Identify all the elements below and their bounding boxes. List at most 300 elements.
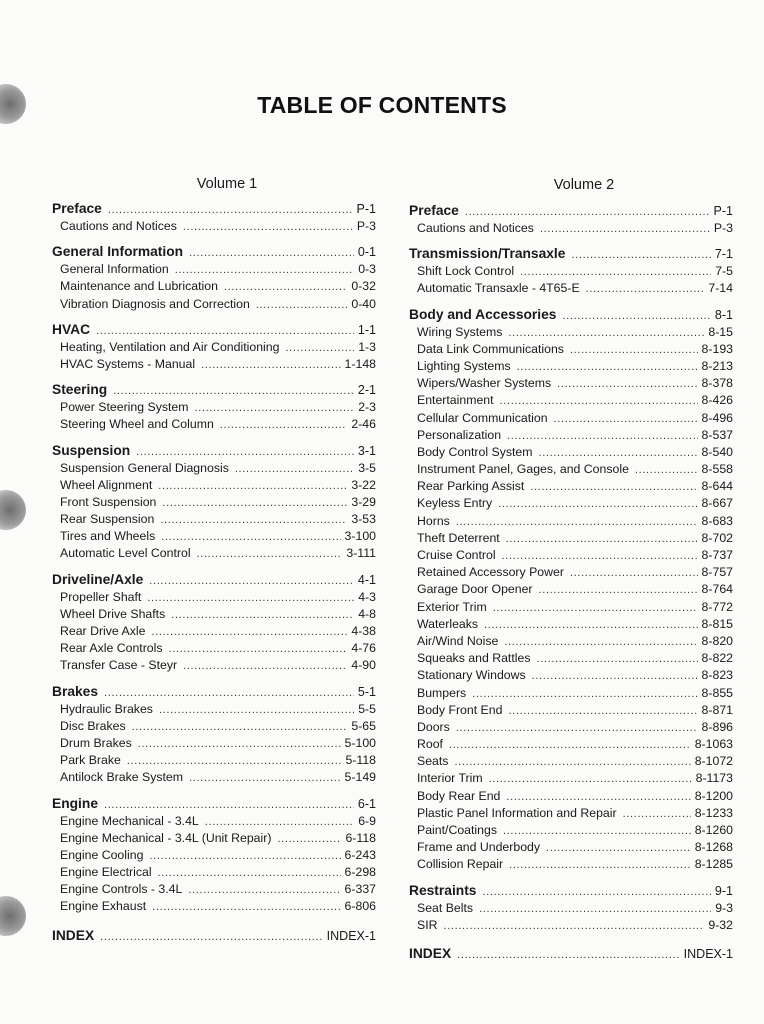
toc-entry[interactable]: [52, 494, 376, 511]
toc-entry[interactable]: [409, 461, 733, 478]
toc-entry-page: P-3: [356, 219, 376, 233]
toc-entry-page: 8-823: [701, 668, 733, 683]
dot-leader: [472, 686, 697, 703]
toc-entry-label: Rear Suspension: [60, 512, 155, 527]
toc-entry-label: Transfer Case - Steyr: [60, 658, 178, 673]
toc-entry[interactable]: [409, 341, 733, 358]
toc-entry-label: Driveline/Axle: [52, 571, 144, 587]
toc-entry-page: 8-1173: [695, 771, 733, 786]
toc-entry[interactable]: [52, 511, 376, 528]
toc-entry[interactable]: [409, 478, 733, 495]
toc-entry[interactable]: [52, 701, 376, 718]
toc-entry-page: 4-8: [358, 606, 376, 621]
toc-section-heading[interactable]: [52, 682, 376, 701]
dot-leader: [100, 928, 323, 947]
toc-entry-page: 6-118: [345, 830, 376, 845]
toc-entry-page: 8-15: [708, 324, 733, 339]
toc-entry-page: 9-3: [715, 900, 733, 915]
toc-section-suspension: [52, 441, 376, 563]
toc-section-preface: [52, 199, 376, 235]
toc-section-restraints: [409, 881, 733, 934]
toc-entry-page: 3-22: [351, 477, 376, 492]
toc-entry-label: Frame and Underbody: [417, 840, 541, 855]
toc-entry-label: Wheel Alignment: [60, 477, 153, 492]
toc-entry[interactable]: [52, 261, 376, 278]
toc-entry-label: Transmission/Transaxle: [409, 246, 566, 262]
toc-entry[interactable]: [409, 564, 733, 581]
toc-section-brakes: [52, 682, 376, 787]
dot-leader: [256, 297, 348, 314]
toc-entry[interactable]: [52, 296, 376, 313]
toc-entry-label: Shift Lock Control: [417, 264, 515, 279]
toc-entry-page: 2-46: [351, 417, 376, 432]
toc-entry-label: SIR: [417, 917, 438, 932]
dot-leader: [532, 668, 698, 685]
toc-entry[interactable]: [52, 399, 376, 416]
volume-1-sections: [52, 199, 376, 945]
dot-leader: [162, 495, 347, 512]
toc-entry-page: 8-558: [701, 462, 733, 477]
toc-entry-label: Garage Door Opener: [417, 582, 533, 597]
toc-entry[interactable]: [52, 528, 376, 545]
toc-entry-label: Bumpers: [417, 685, 467, 700]
toc-entry[interactable]: [52, 657, 376, 674]
dot-leader: [570, 565, 698, 582]
toc-entry[interactable]: [52, 460, 376, 477]
toc-entry[interactable]: [409, 788, 733, 805]
toc-entry[interactable]: [409, 599, 733, 616]
toc-entry-page: 4-90: [351, 658, 376, 673]
dot-leader: [504, 634, 697, 651]
toc-entry-page: 0-40: [351, 296, 376, 311]
dot-leader: [132, 719, 348, 736]
toc-entry-page: 3-1: [357, 443, 376, 458]
toc-entry[interactable]: [409, 530, 733, 547]
toc-entry-label: Engine Controls - 3.4L: [60, 882, 183, 897]
dot-leader: [456, 514, 698, 531]
dot-leader: [506, 789, 690, 806]
toc-index-entry[interactable]: [52, 926, 376, 945]
toc-entry-label: INDEX: [409, 945, 452, 961]
toc-entry-page: 0-32: [351, 279, 376, 294]
dot-leader: [188, 882, 340, 899]
toc-section-general-information: [52, 242, 376, 313]
dot-leader: [444, 918, 705, 935]
toc-entry-label: Roof: [417, 737, 443, 752]
binder-hole-bottom: [0, 896, 26, 936]
toc-entry-label: Personalization: [417, 427, 502, 442]
dot-leader: [508, 703, 697, 720]
dot-leader: [161, 529, 340, 546]
toc-entry-label: Preface: [52, 201, 102, 216]
toc-entry-label: Interior Trim: [417, 771, 483, 786]
toc-entry[interactable]: [409, 263, 733, 280]
dot-leader: [571, 246, 710, 265]
toc-entry-label: Steering Wheel and Column: [60, 417, 214, 432]
toc-entry[interactable]: [409, 616, 733, 633]
toc-entry[interactable]: [52, 356, 376, 373]
toc-entry-page: 4-38: [351, 624, 376, 638]
toc-entry[interactable]: [409, 358, 733, 375]
toc-entry-label: Maintenance and Lubrication: [60, 279, 218, 294]
toc-entry-page: 5-118: [345, 753, 376, 768]
toc-entry[interactable]: [52, 218, 376, 235]
toc-entry[interactable]: [52, 769, 376, 786]
toc-section-heading[interactable]: [409, 305, 733, 324]
dot-leader: [127, 753, 342, 770]
toc-entry[interactable]: [409, 547, 733, 564]
toc-entry-label: Body Rear End: [417, 788, 501, 803]
toc-entry-page: 8-667: [701, 496, 733, 511]
toc-entry-label: Disc Brakes: [60, 718, 126, 733]
dot-leader: [500, 393, 698, 410]
toc-entry-label: Brakes: [52, 683, 99, 699]
dot-leader: [454, 754, 690, 771]
dot-leader: [539, 445, 698, 462]
toc-entry[interactable]: [409, 581, 733, 598]
toc-entry-page: 8-871: [701, 702, 733, 717]
toc-entry-page: 8-820: [701, 633, 733, 648]
toc-entry-label: Retained Accessory Power: [417, 565, 564, 580]
toc-entry[interactable]: [409, 410, 733, 427]
toc-entry-page: 8-540: [701, 444, 733, 459]
toc-entry-page: P-1: [356, 202, 376, 216]
toc-entry-page: 6-243: [344, 847, 376, 862]
toc-entry-label: Cautions and Notices: [60, 219, 177, 233]
toc-entry-label: Cautions and Notices: [417, 221, 534, 235]
toc-entry-label: Drum Brakes: [60, 735, 132, 750]
toc-entry-label: Body Front End: [417, 702, 503, 717]
toc-entry-page: 3-29: [351, 494, 376, 509]
toc-entry[interactable]: [52, 606, 376, 623]
volume-2-heading: Volume 2: [553, 177, 615, 193]
toc-entry[interactable]: [409, 220, 733, 237]
toc-entry-page: 5-1: [357, 684, 376, 699]
toc-entry-label: Rear Parking Assist: [417, 479, 525, 494]
dot-leader: [562, 307, 710, 326]
toc-entry-label: Rear Axle Controls: [60, 641, 163, 656]
toc-entry-page: 6-337: [344, 882, 376, 897]
toc-entry-page: 8-822: [701, 651, 733, 666]
toc-entry-label: Preface: [409, 203, 459, 218]
dot-leader: [489, 771, 692, 788]
toc-entry-page: 8-1268: [694, 840, 733, 855]
toc-entry[interactable]: [409, 667, 733, 684]
toc-entry-label: Doors: [417, 719, 450, 734]
toc-entry-page: 7-1: [714, 247, 733, 262]
toc-entry-page: 8-537: [701, 427, 733, 442]
toc-entry-page: 8-378: [701, 376, 733, 391]
toc-entry-page: 2-1: [357, 383, 376, 398]
toc-section-driveline-axle: [52, 570, 376, 675]
toc-entry-page: 1-3: [358, 339, 376, 354]
dot-leader: [449, 737, 691, 754]
toc-section-heading[interactable]: [52, 199, 376, 218]
dot-leader: [285, 340, 354, 357]
toc-index-entry[interactable]: [409, 944, 733, 963]
toc-entry-page: 3-53: [351, 512, 376, 527]
toc-entry[interactable]: [52, 752, 376, 769]
toc-entry[interactable]: [52, 278, 376, 295]
toc-entry-label: Automatic Transaxle - 4T65-E: [417, 281, 580, 296]
toc-entry-label: Suspension General Diagnosis: [60, 460, 229, 475]
toc-entry-label: Instrument Panel, Gages, and Console: [417, 462, 629, 477]
toc-entry[interactable]: [52, 640, 376, 657]
dot-leader: [498, 496, 697, 513]
toc-entry-label: Restraints: [409, 882, 477, 898]
dot-leader: [175, 262, 355, 279]
dot-leader: [220, 417, 348, 434]
toc-entry[interactable]: [409, 375, 733, 392]
dot-leader: [457, 946, 680, 965]
toc-section-steering: [52, 380, 376, 433]
toc-entry-label: General Information: [52, 244, 184, 260]
dot-leader: [635, 462, 698, 479]
toc-entry-label: Collision Repair: [417, 857, 504, 872]
toc-entry[interactable]: [52, 830, 376, 847]
dot-leader: [149, 572, 354, 591]
toc-entry[interactable]: [409, 513, 733, 530]
toc-entry-label: Suspension: [52, 442, 131, 458]
toc-entry[interactable]: [409, 427, 733, 444]
toc-entry-label: Cellular Communication: [417, 410, 548, 425]
toc-entry-page: 8-764: [701, 582, 733, 597]
dot-leader: [570, 342, 698, 359]
toc-entry[interactable]: [52, 735, 376, 752]
toc-entry-page: 2-3: [358, 400, 376, 415]
toc-entry-label: Vibration Diagnosis and Correction: [60, 296, 250, 311]
toc-entry-label: Seat Belts: [417, 900, 474, 915]
toc-entry-page: 4-1: [357, 572, 376, 587]
dot-leader: [479, 901, 711, 918]
toc-section-heading[interactable]: [52, 441, 376, 460]
toc-entry[interactable]: [409, 770, 733, 787]
toc-entry[interactable]: [409, 856, 733, 873]
toc-entry-page: 8-496: [701, 410, 733, 425]
toc-entry-label: Heating, Ventilation and Air Conditioning: [60, 339, 280, 354]
toc-entry[interactable]: [409, 702, 733, 719]
toc-entry[interactable]: [409, 444, 733, 461]
toc-entry-page: 5-100: [344, 735, 376, 750]
volume-1-column: [52, 176, 376, 945]
toc-entry[interactable]: [409, 839, 733, 856]
toc-entry-label: Hydraulic Brakes: [60, 701, 153, 716]
toc-entry[interactable]: [52, 864, 376, 881]
dot-leader: [517, 359, 698, 376]
toc-entry[interactable]: [409, 805, 733, 822]
toc-entry-label: Body Control System: [417, 444, 533, 459]
dot-leader: [147, 590, 354, 607]
toc-entry-page: 5-5: [358, 701, 376, 716]
toc-entry-label: Park Brake: [60, 753, 121, 768]
dot-leader: [195, 400, 355, 417]
toc-section-hvac: [52, 320, 376, 373]
dot-leader: [507, 428, 697, 445]
toc-entry-page: 9-1: [714, 883, 733, 898]
toc-entry-label: Engine: [52, 795, 98, 811]
toc-entry[interactable]: [409, 900, 733, 917]
toc-entry-page: 6-1: [357, 796, 376, 811]
toc-entry-page: 0-3: [358, 262, 376, 277]
toc-entry-page: P-3: [713, 221, 733, 235]
toc-entry-page: 8-213: [701, 358, 733, 373]
toc-entry-page: 4-3: [358, 589, 376, 604]
toc-entry-label: Entertainment: [417, 393, 494, 408]
toc-entry[interactable]: [409, 392, 733, 409]
toc-entry-label: Seats: [417, 754, 449, 769]
dot-leader: [201, 357, 340, 374]
toc-entry-page: 0-1: [357, 245, 376, 260]
toc-entry-label: Keyless Entry: [417, 496, 493, 511]
dot-leader: [189, 770, 341, 787]
toc-entry-label: Propeller Shaft: [60, 589, 142, 604]
dot-leader: [482, 883, 710, 902]
toc-entry[interactable]: [52, 416, 376, 433]
toc-entry-label: Squeaks and Rattles: [417, 651, 531, 666]
toc-entry-label: Power Steering System: [60, 400, 189, 415]
toc-entry-page: 8-855: [701, 685, 733, 700]
toc-entry-page: 6-9: [358, 813, 376, 828]
toc-entry[interactable]: [52, 898, 376, 915]
dot-leader: [277, 831, 341, 848]
toc-entry-page: 8-896: [701, 719, 733, 734]
dot-leader: [506, 531, 698, 548]
dot-leader: [546, 840, 691, 857]
dot-leader: [160, 512, 347, 529]
toc-entry[interactable]: [52, 545, 376, 562]
dot-leader: [456, 720, 698, 737]
dot-leader: [171, 607, 354, 624]
toc-entry-page: 3-111: [346, 546, 376, 561]
toc-entry-page: 7-5: [715, 264, 733, 279]
dot-leader: [623, 806, 691, 823]
toc-entry-page: 8-1: [714, 307, 733, 322]
toc-entry-page: 8-737: [701, 548, 733, 562]
dot-leader: [530, 479, 697, 496]
dot-leader: [159, 702, 354, 719]
page-title: TABLE OF CONTENTS: [257, 92, 507, 118]
toc-entry-page: 7-14: [708, 281, 733, 296]
dot-leader: [183, 219, 353, 236]
toc-entry-page: 1-1: [357, 322, 376, 337]
toc-section-heading[interactable]: [52, 320, 376, 339]
toc-entry-label: Antilock Brake System: [60, 770, 184, 785]
toc-section-engine: [52, 794, 376, 916]
dot-leader: [502, 548, 698, 565]
dot-leader: [169, 641, 348, 658]
toc-entry-page: 8-757: [701, 565, 733, 580]
dot-leader: [493, 600, 698, 617]
toc-entry-label: Engine Mechanical - 3.4L (Unit Repair): [60, 830, 272, 845]
binder-hole-middle: [0, 490, 26, 530]
volume-1-heading: Volume 1: [196, 176, 258, 192]
toc-entry-label: Engine Cooling: [60, 847, 144, 862]
toc-entry-label: Wheel Drive Shafts: [60, 606, 166, 621]
toc-entry-label: Air/Wind Noise: [417, 633, 499, 648]
toc-entry[interactable]: [409, 633, 733, 650]
toc-entry[interactable]: [409, 650, 733, 667]
dot-leader: [158, 865, 341, 882]
toc-entry[interactable]: [409, 685, 733, 702]
dot-leader: [557, 376, 697, 393]
toc-section-heading[interactable]: [52, 794, 376, 813]
dot-leader: [151, 624, 347, 641]
dot-leader: [536, 651, 697, 668]
dot-leader: [158, 478, 347, 495]
toc-entry-page: 4-76: [351, 641, 376, 656]
toc-entry[interactable]: [409, 280, 733, 297]
toc-entry-label: Body and Accessories: [409, 306, 557, 322]
toc-entry[interactable]: [52, 847, 376, 864]
toc-entry-label: Automatic Level Control: [60, 546, 191, 561]
toc-entry[interactable]: [52, 813, 376, 830]
toc-entry-label: Theft Deterrent: [417, 530, 500, 545]
toc-entry-page: 8-1200: [694, 788, 733, 803]
toc-entry-label: Tires and Wheels: [60, 529, 156, 544]
toc-entry-label: Stationary Windows: [417, 668, 526, 683]
toc-entry-page: 1-148: [344, 356, 376, 371]
toc-entry[interactable]: [409, 736, 733, 753]
toc-entry[interactable]: [409, 917, 733, 934]
toc-entry-label: Engine Mechanical - 3.4L: [60, 813, 199, 828]
toc-entry[interactable]: [409, 324, 733, 341]
volume-2-column: [409, 177, 733, 963]
toc-entry-label: General Information: [60, 262, 169, 277]
toc-section-heading[interactable]: [409, 244, 733, 263]
toc-entry-label: Data Link Communications: [417, 341, 564, 356]
dot-leader: [149, 848, 340, 865]
toc-section-heading[interactable]: [409, 881, 733, 900]
toc-entry[interactable]: [52, 589, 376, 606]
toc-section-heading[interactable]: [52, 570, 376, 589]
toc-section-heading[interactable]: [52, 242, 376, 261]
toc-entry-label: Waterleaks: [417, 616, 479, 631]
toc-section-heading[interactable]: [409, 201, 733, 220]
toc-entry-page: 5-149: [344, 770, 376, 785]
toc-entry[interactable]: [409, 495, 733, 512]
toc-entry-label: Lighting Systems: [417, 358, 511, 373]
dot-leader: [509, 857, 691, 874]
toc-entry-page: 8-426: [701, 393, 733, 408]
toc-entry-page: INDEX-1: [326, 928, 376, 943]
toc-entry[interactable]: [409, 719, 733, 736]
toc-entry-page: 8-644: [701, 479, 733, 494]
toc-entry-label: Paint/Coatings: [417, 823, 497, 837]
toc-section-heading[interactable]: [52, 380, 376, 399]
toc-entry-page: 8-1233: [694, 805, 733, 820]
toc-entry-page: 8-772: [701, 599, 733, 614]
toc-entry-label: Rear Drive Axle: [60, 624, 146, 638]
toc-entry[interactable]: [52, 477, 376, 494]
toc-entry[interactable]: [409, 822, 733, 839]
toc-entry-label: Cruise Control: [417, 548, 496, 562]
toc-entry-page: 6-806: [344, 899, 376, 914]
toc-entry[interactable]: [52, 339, 376, 356]
toc-entry[interactable]: [52, 623, 376, 640]
toc-entry[interactable]: [52, 881, 376, 898]
toc-entry-label: Horns: [417, 513, 450, 528]
toc-entry-page: INDEX-1: [683, 946, 733, 961]
toc-entry-label: HVAC Systems - Manual: [60, 356, 196, 371]
toc-entry[interactable]: [52, 718, 376, 735]
dot-leader: [520, 264, 711, 281]
toc-entry[interactable]: [409, 753, 733, 770]
dot-leader: [235, 461, 354, 478]
dot-leader: [205, 814, 354, 831]
dot-leader: [224, 279, 347, 296]
toc-entry-label: Wiring Systems: [417, 324, 503, 339]
toc-entry-page: 3-5: [358, 460, 376, 475]
